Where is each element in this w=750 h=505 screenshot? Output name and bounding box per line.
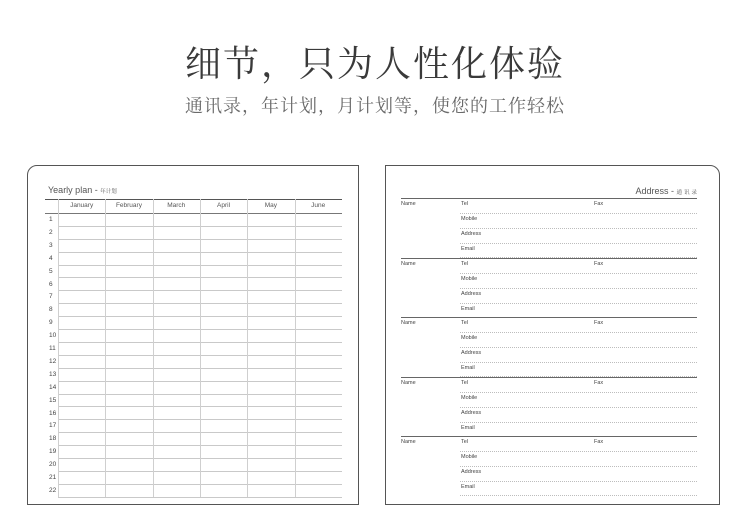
tel-label: Tel — [461, 201, 469, 207]
entry-writing-line — [460, 213, 697, 214]
fax-label: Fax — [594, 379, 604, 386]
column-divider — [200, 199, 201, 497]
entry-writing-line — [460, 303, 697, 304]
address-label: Address — [461, 469, 482, 475]
row-number: 4 — [49, 254, 53, 262]
email-label: Email — [461, 365, 475, 371]
address-entry — [401, 317, 697, 378]
column-divider — [58, 199, 59, 497]
address-title — [635, 186, 699, 196]
row-number: 22 — [49, 486, 57, 494]
month-header-may: May — [264, 202, 277, 209]
yearly-plan-page — [27, 165, 359, 505]
fax-label: Fax — [594, 201, 604, 207]
name-label: Name — [401, 379, 416, 386]
name-label: Name — [401, 320, 416, 326]
month-header-april: April — [217, 202, 231, 209]
column-divider — [105, 199, 106, 497]
mobile-label: Mobile — [461, 335, 478, 341]
entry-writing-line — [460, 422, 697, 423]
address-title-en: Address - — [635, 186, 677, 196]
address-entry — [401, 436, 697, 497]
row-number: 12 — [49, 357, 57, 365]
address-label: Address — [461, 409, 482, 416]
email-label: Email — [461, 246, 475, 252]
entry-writing-line — [460, 273, 697, 274]
month-header-february: February — [115, 202, 142, 209]
row-number: 5 — [49, 267, 53, 275]
entry-writing-line — [460, 288, 697, 289]
address-title-cn: 通讯录 — [676, 190, 699, 196]
tel-label: Tel — [461, 260, 469, 267]
row-number: 18 — [49, 435, 57, 443]
subheadline: 通讯录，年计划，月计划等，使您的工作轻松 — [185, 96, 565, 117]
row-number: 17 — [49, 422, 57, 430]
row-number: 7 — [49, 293, 53, 301]
row-number: 9 — [49, 319, 53, 327]
entry-writing-line — [460, 332, 697, 333]
tel-label: Tel — [461, 379, 469, 386]
mobile-label: Mobile — [461, 275, 478, 282]
headline: 细节，只为人性化体验 — [184, 44, 565, 85]
row-number: 10 — [49, 332, 57, 340]
entry-writing-line — [460, 362, 697, 363]
entry-writing-line — [460, 228, 697, 229]
column-divider — [295, 199, 296, 497]
row-number: 20 — [49, 461, 57, 469]
row-number: 3 — [49, 241, 53, 249]
column-divider — [153, 199, 154, 497]
email-label: Email — [461, 484, 475, 490]
column-divider — [247, 199, 248, 497]
row-number: 16 — [49, 409, 57, 417]
mobile-label: Mobile — [461, 454, 478, 460]
address-page — [385, 165, 720, 505]
mobile-label: Mobile — [461, 216, 478, 222]
name-label: Name — [401, 260, 416, 267]
fax-label: Fax — [594, 320, 604, 326]
entry-writing-line — [460, 451, 697, 452]
fax-label: Fax — [594, 439, 604, 445]
month-header-march: March — [167, 202, 186, 209]
month-header-january: January — [70, 202, 94, 209]
mobile-label: Mobile — [461, 394, 478, 401]
row-number: 13 — [49, 370, 57, 378]
row-number: 21 — [49, 474, 57, 481]
yearly-plan-title-cn: 年计划 — [100, 189, 117, 195]
entry-writing-line — [460, 481, 697, 482]
entry-writing-line — [460, 243, 697, 244]
email-label: Email — [461, 424, 475, 431]
row-number: 1 — [49, 216, 53, 223]
address-label: Address — [461, 350, 482, 356]
email-label: Email — [461, 305, 475, 312]
tel-label: Tel — [461, 439, 469, 445]
address-label: Address — [461, 290, 482, 297]
yearly-plan-title-en: Yearly plan - — [48, 185, 101, 195]
address-entry — [401, 198, 697, 259]
address-entry — [401, 377, 697, 438]
row-number: 19 — [49, 448, 57, 456]
row-number: 15 — [49, 396, 57, 404]
address-entry — [401, 258, 697, 319]
row-number: 8 — [49, 306, 53, 314]
entry-writing-line — [460, 495, 697, 496]
fax-label: Fax — [594, 260, 604, 267]
month-header-june: June — [311, 202, 326, 209]
entry-writing-line — [460, 392, 697, 393]
row-number: 6 — [49, 280, 53, 288]
row-number: 2 — [49, 228, 53, 236]
row-number: 14 — [49, 383, 57, 391]
entry-writing-line — [460, 466, 697, 467]
tel-label: Tel — [461, 320, 469, 326]
entry-writing-line — [460, 407, 697, 408]
name-label: Name — [401, 439, 416, 445]
entry-writing-line — [460, 347, 697, 348]
row-number: 11 — [49, 345, 56, 352]
name-label: Name — [401, 201, 416, 207]
yearly-plan-title — [48, 185, 117, 195]
address-label: Address — [461, 231, 482, 237]
